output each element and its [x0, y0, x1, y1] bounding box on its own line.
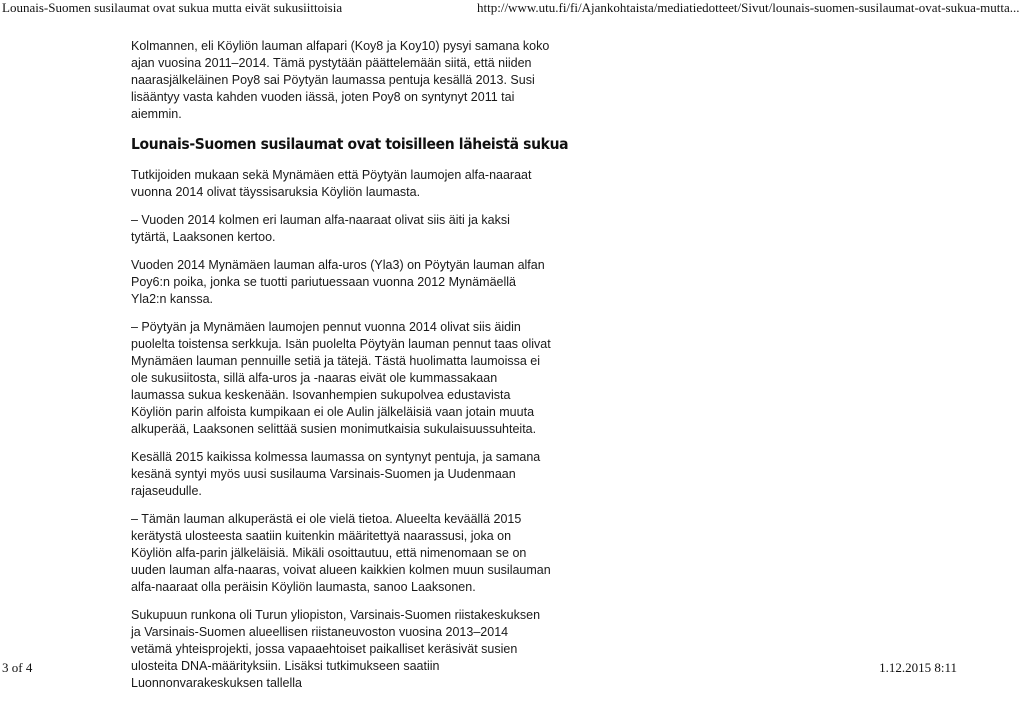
article-paragraph: – Tämän lauman alkuperästä ei ole vielä tietoa. Alueelta keväällä 2015 kerätystä ulosteesta saatiin kuitenkin määritettyä naarassusi, joka on Köyliön alfa-parin jälkeläisiä. Mikäli osoittautuu, että nimenomaan se on uuden lauman alfa-naaras, voivat alueen kaikkien kolmen muun susilauman alfa-naaraat olla peräisin Köyliön laumasta, sanoo Laaksonen. [131, 512, 551, 594]
article-paragraph: Tutkijoiden mukaan sekä Mynämäen että Pöytyän laumojen alfa-naaraat vuonna 2014 olivat täyssisaruksia Köyliön laumasta. [131, 168, 532, 199]
article-paragraph: – Pöytyän ja Mynämäen laumojen pennut vuonna 2014 olivat siis äidin puolelta toistensa serkkuja. Isän puolelta Pöytyän lauman pennut taas olivat Mynämäen lauman pennuille setiä ja tätejä. Tästä huolimatta laumoissa ei ole sukusiitosta, sillä alfa-uros ja -naaras eivät ole kummassakaan laumassa sukua keskenään. Isovanhempien sukupolvea edustavista Köyliön parin alfoista kumpikaan ei ole Aulin jälkeläisiä vaan jotain muuta alkuperää, Laaksonen selittää susien monimutkaisia sukulaisuussuhteita. [131, 320, 551, 436]
article-paragraph: – Vuoden 2014 kolmen eri lauman alfa-naaraat olivat siis äiti ja kaksi tytärtä, Laaksonen kertoo. [131, 213, 510, 244]
article-paragraph: Kesällä 2015 kaikissa kolmessa laumassa on syntynyt pentuja, ja samana kesänä syntyi myös uusi susilauma Varsinais-Suomen ja Uudenmaan rajaseudulle. [131, 450, 541, 498]
print-header-title: Lounais-Suomen susilaumat ovat sukua mutta eivät sukusiittoisia [2, 0, 343, 15]
article-body [131, 38, 569, 703]
article-paragraph: Vuoden 2014 Mynämäen lauman alfa-uros (Yla3) on Pöytyän lauman alfan Poy6:n poika, jonka se tuotti pariutuessaan vuonna 2012 Mynämäellä Yla2:n kanssa. [131, 258, 545, 306]
article-paragraph: Sukupuun runkona oli Turun yliopiston, Varsinais-Suomen riistakeskuksen ja Varsinais-Suomen alueellisen riistaneuvoston vuosina 2013–2014 vetämä yhteisprojekti, jossa vapaaehtoiset paikalliset keräsivät susien ulosteita DNA-määrityksiin. Lisäksi tutkimukseen saatiin Luonnonvarakeskuksen tallella [131, 608, 541, 690]
print-header-url: http://www.utu.fi/fi/Ajankohtaista/mediatiedotteet/Sivut/lounais-suomen-susilaumat-ovat-sukua-mutta... [477, 0, 1020, 15]
intro-paragraph: Kolmannen, eli Köyliön lauman alfapari (Koy8 ja Koy10) pysyi samana koko ajan vuosina 2011–2014. Tämä pystytään päättelemään siitä, että niiden naarasjälkeläinen Poy8 sai Pöytyän laumassa pentuja kesällä 2013. Susi lisääntyy vasta kahden vuoden iässä, joten Poy8 on syntynyt 2011 tai aiemmin. [131, 39, 550, 121]
section-heading: Lounais-Suomen susilaumat ovat toisilleen läheistä sukua [131, 135, 569, 153]
print-footer-datetime: 1.12.2015 8:11 [879, 660, 957, 675]
print-footer-page: 3 of 4 [2, 660, 33, 675]
